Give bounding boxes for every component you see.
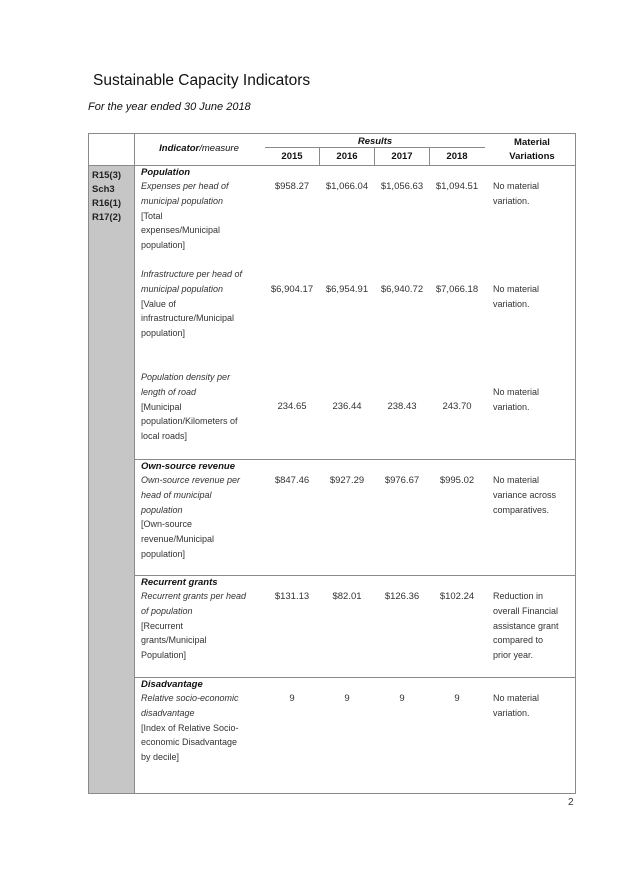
indicator-infrastructure-per-head: Infrastructure per head of municipal population [Value of infrastructure/Municipal population] [141,269,243,339]
section-heading-recurrent-grants: Recurrent grants [141,577,218,588]
indicator-own-source-revenue-per-head: Own-source revenue per head of municipal population [Own-source revenue/Municipal population] [141,475,241,559]
section-heading-own-source-revenue: Own-source revenue [141,461,235,472]
value-cell: 9 [289,693,295,704]
value-cell: 236.44 [332,401,362,412]
value-cell: $6,940.72 [380,284,424,295]
header-indicator: Indicator/measure [159,143,239,154]
table-right-border [575,133,576,794]
indicators-table [88,133,576,794]
section-heading-disadvantage: Disadvantage [141,679,203,690]
variation-cell: No material variance across comparatives. [493,475,557,515]
variation-cell: No material variation. [493,284,540,309]
value-cell: $847.46 [274,475,310,486]
value-cell: 9 [344,693,350,704]
ref-col-border [134,133,135,794]
page-subtitle: For the year ended 30 June 2018 [88,101,251,113]
section-divider-1 [134,459,576,460]
table-left-border [88,133,89,794]
value-cell: $82.01 [332,591,362,602]
header-year-2018: 2018 [446,151,468,162]
section-divider-3 [134,677,576,678]
header-year-2017: 2017 [391,151,413,162]
variation-cell: No material variation. [493,693,540,718]
value-cell: $131.13 [274,591,310,602]
section-divider-2 [134,575,576,576]
header-material-variations: Material Variations [509,137,555,162]
value-cell: 9 [399,693,405,704]
table-top-border [88,133,576,134]
indicator-relative-socio-economic-disadvantage: Relative socio-economic disadvantage [Index of Relative Socio- economic Disadvantage by decile] [141,693,239,763]
value-cell: 234.65 [277,401,307,412]
indicator-expenses-per-head: Expenses per head of municipal population [Total expenses/Municipal population] [141,181,229,251]
variation-cell: Reduction in overall Financial assistance grant compared to prior year. [493,591,559,661]
results-divider [265,147,485,148]
value-cell: $102.24 [439,591,475,602]
value-cell: $995.02 [439,475,475,486]
value-cell: $1,094.51 [435,181,479,192]
variation-cell: No material variation. [493,387,540,412]
page-title: Sustainable Capacity Indicators [93,72,311,89]
indicator-recurrent-grants-per-head: Recurrent grants per head of population [Recurrent grants/Municipal Population] [141,591,247,661]
section-heading-population: Population [141,167,191,178]
value-cell: $126.36 [384,591,420,602]
value-cell: $1,066.04 [325,181,369,192]
header-year-2016: 2016 [336,151,358,162]
header-bottom-border [88,165,576,166]
reference-column [88,165,134,794]
indicator-population-density: Population density per length of road [Municipal population/Kilometers of local roads] [141,372,238,442]
value-cell: 9 [454,693,460,704]
value-cell: $7,066.18 [435,284,479,295]
value-cell: $927.29 [329,475,365,486]
value-cell: $958.27 [274,181,310,192]
value-cell: 243.70 [442,401,472,412]
variation-cell: No material variation. [493,181,540,206]
value-cell: 238.43 [387,401,417,412]
header-year-2015: 2015 [281,151,303,162]
regulation-refs: R15(3) Sch3 R16(1) R17(2) [92,170,122,223]
value-cell: $6,904.17 [270,284,314,295]
page-number: 2 [568,797,574,808]
value-cell: $6,954.91 [325,284,369,295]
value-cell: $1,056.63 [380,181,424,192]
value-cell: $976.67 [384,475,420,486]
table-bottom-border [88,793,576,794]
header-results: Results [357,136,393,147]
